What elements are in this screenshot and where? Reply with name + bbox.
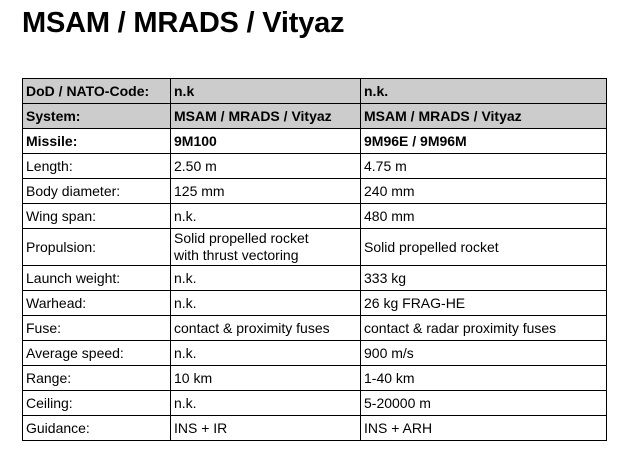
- cell-9m100: 9M100: [171, 129, 361, 154]
- row-label: Wing span:: [23, 204, 171, 229]
- cell-9m100: MSAM / MRADS / Vityaz: [171, 104, 361, 129]
- page-title: MSAM / MRADS / Vityaz: [22, 7, 345, 39]
- cell-9m100: n.k.: [171, 204, 361, 229]
- row-label: Propulsion:: [23, 229, 171, 266]
- cell-9m96: 26 kg FRAG-HE: [361, 291, 607, 316]
- cell-9m96: INS + ARH: [361, 416, 607, 441]
- row-label: Length:: [23, 154, 171, 179]
- cell-9m96: 5-20000 m: [361, 391, 607, 416]
- table-row-wing-span: [23, 204, 607, 229]
- cell-9m100: n.k: [171, 79, 361, 104]
- table-row-warhead: [23, 291, 607, 316]
- row-label: System:: [23, 104, 171, 129]
- row-label: Range:: [23, 366, 171, 391]
- cell-9m96: 9M96E / 9M96M: [361, 129, 607, 154]
- table-row-fuse: [23, 316, 607, 341]
- table-row-missile: [23, 129, 607, 154]
- cell-9m96: 1-40 km: [361, 366, 607, 391]
- row-label: Missile:: [23, 129, 171, 154]
- table-row-range: [23, 366, 607, 391]
- cell-9m96: n.k.: [361, 79, 607, 104]
- table-row-propulsion: [23, 229, 607, 266]
- cell-9m100: n.k.: [171, 341, 361, 366]
- row-label: Fuse:: [23, 316, 171, 341]
- specifications-table: [22, 78, 607, 441]
- row-label: Body diameter:: [23, 179, 171, 204]
- cell-9m100: contact & proximity fuses: [171, 316, 361, 341]
- table-row-system: [23, 104, 607, 129]
- cell-9m96: MSAM / MRADS / Vityaz: [361, 104, 607, 129]
- row-label: Average speed:: [23, 341, 171, 366]
- cell-9m100: n.k.: [171, 266, 361, 291]
- cell-9m96: 333 kg: [361, 266, 607, 291]
- cell-9m96: 240 mm: [361, 179, 607, 204]
- row-label: Ceiling:: [23, 391, 171, 416]
- table-row-average-speed: [23, 341, 607, 366]
- cell-line-1: Solid propelled rocket: [174, 230, 309, 246]
- cell-9m96: 4.75 m: [361, 154, 607, 179]
- row-label: DoD / NATO-Code:: [23, 79, 171, 104]
- table-row-length: [23, 154, 607, 179]
- cell-9m96: 900 m/s: [361, 341, 607, 366]
- cell-9m96: 480 mm: [361, 204, 607, 229]
- table-row-ceiling: [23, 391, 607, 416]
- cell-9m100: [171, 229, 361, 266]
- cell-line-2: with thrust vectoring: [174, 247, 299, 263]
- table-row-nato-code: [23, 79, 607, 104]
- cell-9m100: 10 km: [171, 366, 361, 391]
- cell-9m100: n.k.: [171, 391, 361, 416]
- table-row-launch-weight: [23, 266, 607, 291]
- cell-9m100: n.k.: [171, 291, 361, 316]
- cell-9m96: Solid propelled rocket: [361, 229, 607, 266]
- row-label: Guidance:: [23, 416, 171, 441]
- cell-9m100: INS + IR: [171, 416, 361, 441]
- row-label: Warhead:: [23, 291, 171, 316]
- cell-9m100: 2.50 m: [171, 154, 361, 179]
- cell-9m100: 125 mm: [171, 179, 361, 204]
- table-row-body-diameter: [23, 179, 607, 204]
- cell-9m96: contact & radar proximity fuses: [361, 316, 607, 341]
- row-label: Launch weight:: [23, 266, 171, 291]
- table-row-guidance: [23, 416, 607, 441]
